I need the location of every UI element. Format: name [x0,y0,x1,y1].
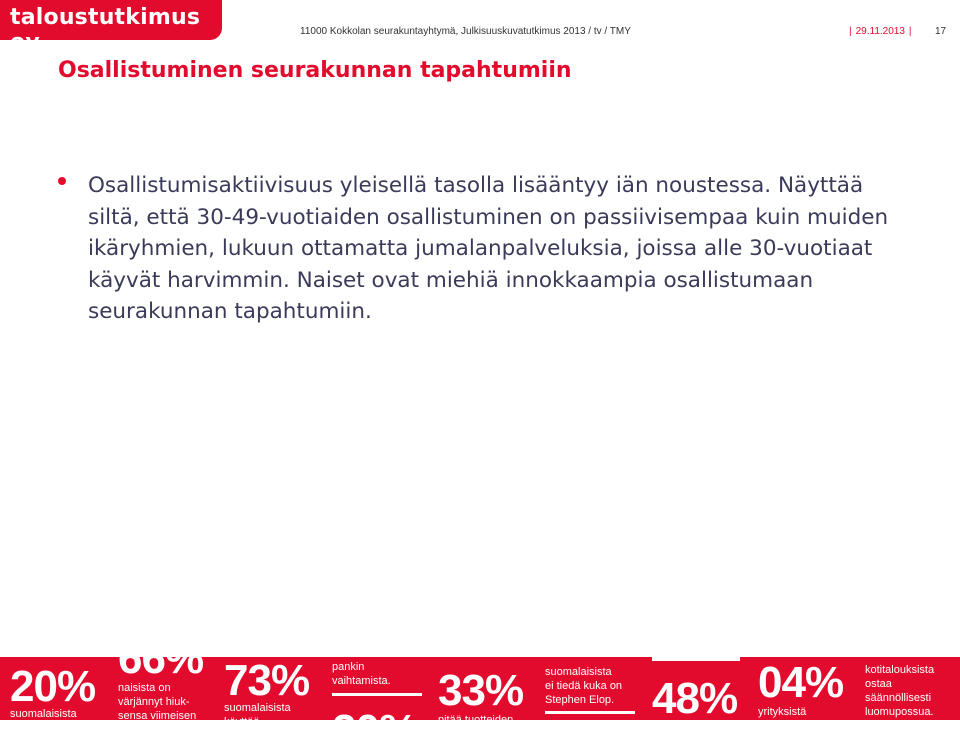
slide-title: Osallistuminen seurakunnan tapahtumiin [58,58,572,83]
footer-stat-text: suomalaisista [10,708,77,720]
footer-stat-big: 73% [224,656,310,705]
footer-stat-text: suomalaisista käyttää [224,702,291,728]
footer-stat-big: 04% [758,658,844,707]
footer-stat-text: yrityksistä [758,706,807,718]
bullet-item [58,170,918,328]
date-value: 29.11.2013 [855,26,905,37]
footer-stat-text: pankin vaihtamista. [332,661,391,687]
logo-banner [0,0,222,55]
footer-stat-text: suomalaisista ei tiedä kuka on Stephen Elop. [545,666,623,706]
footer-stat-big: 20% [332,706,418,755]
statistics-footer-band [0,634,960,755]
footer-stat-text: naisista on värjännyt hiuk- sensa viimeisen [118,682,197,722]
study-meta: 11000 Kokkolan seurakuntayhtymä, Julkisuuskuvatutkimus 2013 / tv / TMY [300,26,631,37]
footer-divider [545,711,635,714]
footer-top-band [652,657,740,661]
footer-stat-big: 20% [10,662,96,711]
footer-stat-big: 33% [438,666,524,715]
company-logo: taloustutkimus oy [10,5,201,55]
bullet-dot-icon [58,177,66,185]
footer-stat-text: kotitalouksista ostaa säännöllisesti luomupossua. [865,664,935,718]
date-label: | 29.11.2013 | [849,26,912,37]
footer-divider [332,693,422,696]
footer-stat-big: 48% [652,674,738,723]
footer-stat-big: 66% [118,634,204,683]
footer-stat-text: pitää tuotteiden [438,714,514,726]
page-number: 17 [935,26,947,37]
bullet-text: Osallistumisaktiivisuus yleisellä tasolla lisääntyy iän noustessa. Näyttää siltä, että 30-49-vuotiaiden osallistuminen on passiivisempaa kuin muiden ikäryhmien, lukuun ottamatta jumalanpalveluksia, joissa alle 30-vuotiaat käyvät harvimmin. Naiset ovat miehiä innokkaampia osallistumaan seurakunnan tapahtumiin. [88,173,889,324]
